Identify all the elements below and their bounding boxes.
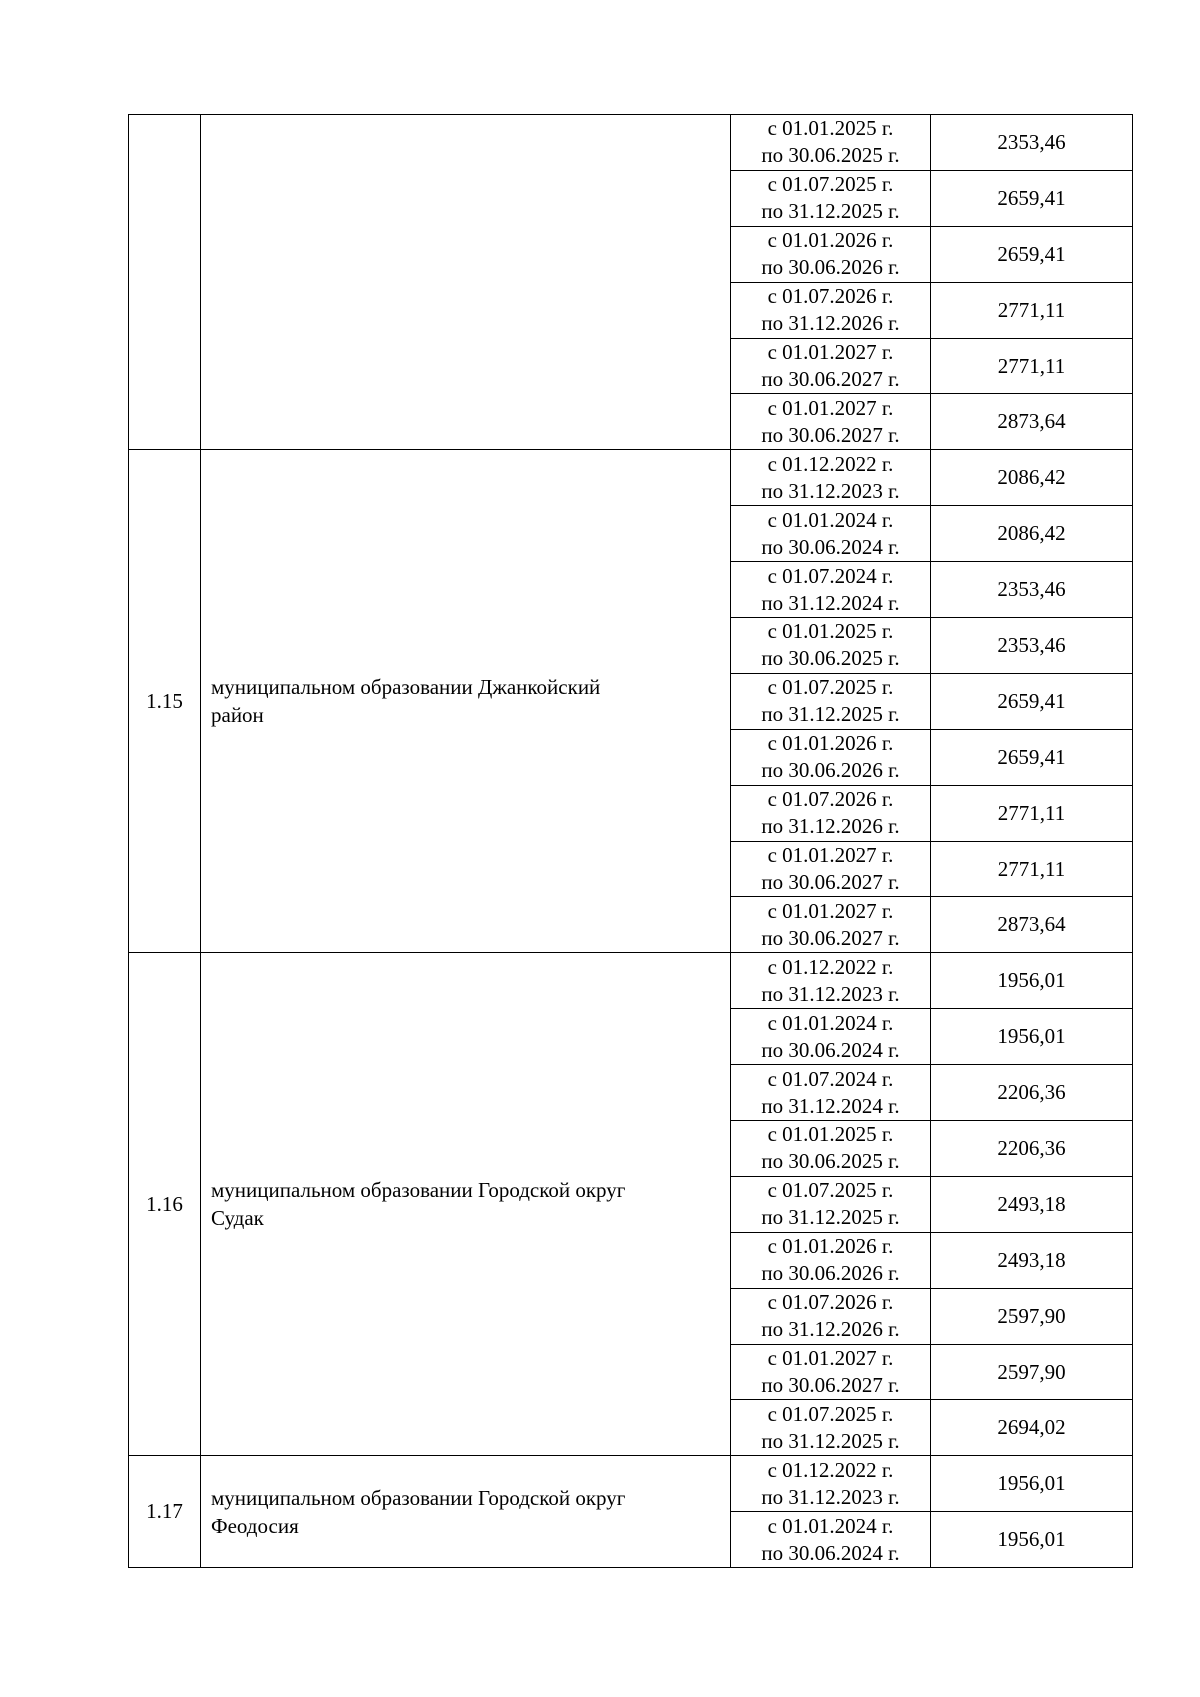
tariff-table-body [129, 115, 1133, 1568]
period-from: с 01.07.2025 г. [767, 1178, 894, 1203]
period-cell [731, 1400, 931, 1456]
period-to: по 31.12.2023 г. [761, 1484, 900, 1509]
period-cell [731, 841, 931, 897]
period-cell [731, 953, 931, 1009]
period-cell [731, 1232, 931, 1288]
period-to: по 31.12.2023 г. [761, 981, 900, 1006]
tariff-value: 2873,64 [931, 897, 1133, 953]
tariff-value: 2493,18 [931, 1232, 1133, 1288]
period-cell [731, 1121, 931, 1177]
period-from: с 01.01.2026 г. [767, 731, 894, 756]
period-from: с 01.07.2025 г. [767, 172, 894, 197]
table-row [129, 115, 1133, 171]
period-from: с 01.07.2026 г. [767, 787, 894, 812]
tariff-value: 1956,01 [931, 953, 1133, 1009]
period-cell [731, 897, 931, 953]
item-number: 1.17 [129, 1456, 201, 1568]
tariff-value: 2659,41 [931, 170, 1133, 226]
period-to: по 31.12.2024 г. [761, 1093, 900, 1118]
period-from: с 01.07.2025 г. [767, 1401, 894, 1426]
period-cell [731, 562, 931, 618]
period-to: по 31.12.2025 г. [761, 1428, 900, 1453]
period-to: по 30.06.2025 г. [761, 143, 900, 168]
municipality-name-line: Судак [211, 1206, 264, 1231]
period-from: с 01.01.2026 г. [767, 1234, 894, 1259]
tariff-value: 2771,11 [931, 841, 1133, 897]
period-cell [731, 785, 931, 841]
period-to: по 30.06.2027 г. [761, 367, 900, 391]
period-cell [731, 729, 931, 785]
table-row [129, 1456, 1133, 1512]
municipality-name [201, 1456, 731, 1568]
period-cell [731, 450, 931, 506]
item-number [129, 115, 201, 450]
municipality-name [201, 115, 731, 450]
municipality-name-line: муниципальном образовании Городской округ [211, 1178, 626, 1203]
period-cell [731, 282, 931, 338]
tariff-value: 2206,36 [931, 1065, 1133, 1121]
period-cell [731, 1512, 931, 1568]
municipality-name-line: Феодосия [211, 1513, 299, 1538]
table-row [129, 953, 1133, 1009]
municipality-name-line: муниципальном образовании Джанкойский [211, 675, 601, 700]
municipality-name [201, 953, 731, 1456]
period-to: по 31.12.2024 г. [761, 590, 900, 615]
tariff-value: 1956,01 [931, 1512, 1133, 1568]
tariff-value: 2659,41 [931, 673, 1133, 729]
tariff-value: 2493,18 [931, 1176, 1133, 1232]
period-from: с 01.01.2025 г. [767, 116, 894, 141]
period-from: с 01.07.2024 г. [767, 563, 894, 588]
period-from: с 01.12.2022 г. [767, 451, 894, 476]
period-to: по 30.06.2026 г. [761, 1261, 900, 1286]
period-from: с 01.01.2024 г. [767, 1513, 894, 1538]
period-to: по 30.06.2024 г. [761, 534, 900, 559]
period-from: с 01.07.2025 г. [767, 675, 894, 700]
item-number: 1.16 [129, 953, 201, 1456]
period-cell [731, 1009, 931, 1065]
period-to: по 31.12.2025 г. [761, 702, 900, 727]
tariff-value: 2353,46 [931, 618, 1133, 674]
period-cell [731, 1456, 931, 1512]
period-cell [731, 338, 931, 394]
tariff-value: 2353,46 [931, 115, 1133, 171]
period-from: с 01.12.2022 г. [767, 1457, 894, 1482]
period-to: по 30.06.2027 г. [761, 422, 900, 447]
period-to: по 30.06.2025 г. [761, 1149, 900, 1174]
period-cell [731, 115, 931, 171]
period-cell [731, 1176, 931, 1232]
period-cell [731, 673, 931, 729]
period-to: по 31.12.2026 г. [761, 1317, 900, 1342]
period-cell [731, 506, 931, 562]
period-to: по 30.06.2027 г. [761, 870, 900, 895]
period-from: с 01.01.2026 г. [767, 228, 894, 253]
period-from: с 01.01.2025 г. [767, 1122, 894, 1147]
period-cell [731, 1288, 931, 1344]
item-number: 1.15 [129, 450, 201, 953]
tariff-value: 2353,46 [931, 562, 1133, 618]
period-from: с 01.12.2022 г. [767, 954, 894, 979]
tariff-value: 2694,02 [931, 1400, 1133, 1456]
period-to: по 30.06.2027 г. [761, 925, 900, 950]
period-from: с 01.01.2024 г. [767, 1010, 894, 1035]
period-from: с 01.01.2027 г. [767, 843, 894, 868]
tariff-value: 2086,42 [931, 506, 1133, 562]
period-from: с 01.01.2027 г. [767, 395, 894, 420]
period-from: с 01.01.2027 г. [767, 898, 894, 923]
period-cell [731, 170, 931, 226]
period-cell [731, 618, 931, 674]
period-from: с 01.07.2024 г. [767, 1066, 894, 1091]
tariff-value: 2597,90 [931, 1288, 1133, 1344]
period-to: по 30.06.2026 г. [761, 758, 900, 783]
municipality-name [201, 450, 731, 953]
period-from: с 01.01.2025 г. [767, 619, 894, 644]
municipality-name-line: муниципальном образовании Городской округ [211, 1485, 626, 1510]
tariff-value: 2597,90 [931, 1344, 1133, 1400]
period-to: по 31.12.2026 г. [761, 311, 900, 336]
period-from: с 01.07.2026 г. [767, 1290, 894, 1315]
period-to: по 31.12.2025 г. [761, 1205, 900, 1230]
tariff-value: 2771,11 [931, 282, 1133, 338]
period-cell [731, 1344, 931, 1400]
tariff-value: 1956,01 [931, 1456, 1133, 1512]
period-to: по 31.12.2025 г. [761, 199, 900, 224]
table-row [129, 450, 1133, 506]
tariff-table [128, 114, 1133, 1568]
period-to: по 30.06.2027 г. [761, 1373, 900, 1398]
period-to: по 30.06.2024 г. [761, 1540, 900, 1565]
period-cell [731, 1065, 931, 1121]
tariff-value: 2873,64 [931, 394, 1133, 450]
period-to: по 30.06.2026 г. [761, 255, 900, 280]
period-from: с 01.01.2027 г. [767, 340, 894, 364]
tariff-value: 2659,41 [931, 729, 1133, 785]
period-from: с 01.01.2027 г. [767, 1346, 894, 1371]
period-from: с 01.01.2024 г. [767, 507, 894, 532]
period-to: по 31.12.2026 г. [761, 814, 900, 839]
period-to: по 30.06.2025 г. [761, 646, 900, 671]
tariff-value: 2086,42 [931, 450, 1133, 506]
municipality-name-line: район [211, 703, 264, 728]
tariff-value: 2659,41 [931, 226, 1133, 282]
period-to: по 31.12.2023 г. [761, 478, 900, 503]
tariff-value: 2771,11 [931, 338, 1133, 394]
tariff-value: 1956,01 [931, 1009, 1133, 1065]
period-from: с 01.07.2026 г. [767, 284, 894, 309]
period-to: по 30.06.2024 г. [761, 1037, 900, 1062]
tariff-value: 2771,11 [931, 785, 1133, 841]
tariff-value: 2206,36 [931, 1121, 1133, 1177]
period-cell [731, 394, 931, 450]
period-cell [731, 226, 931, 282]
